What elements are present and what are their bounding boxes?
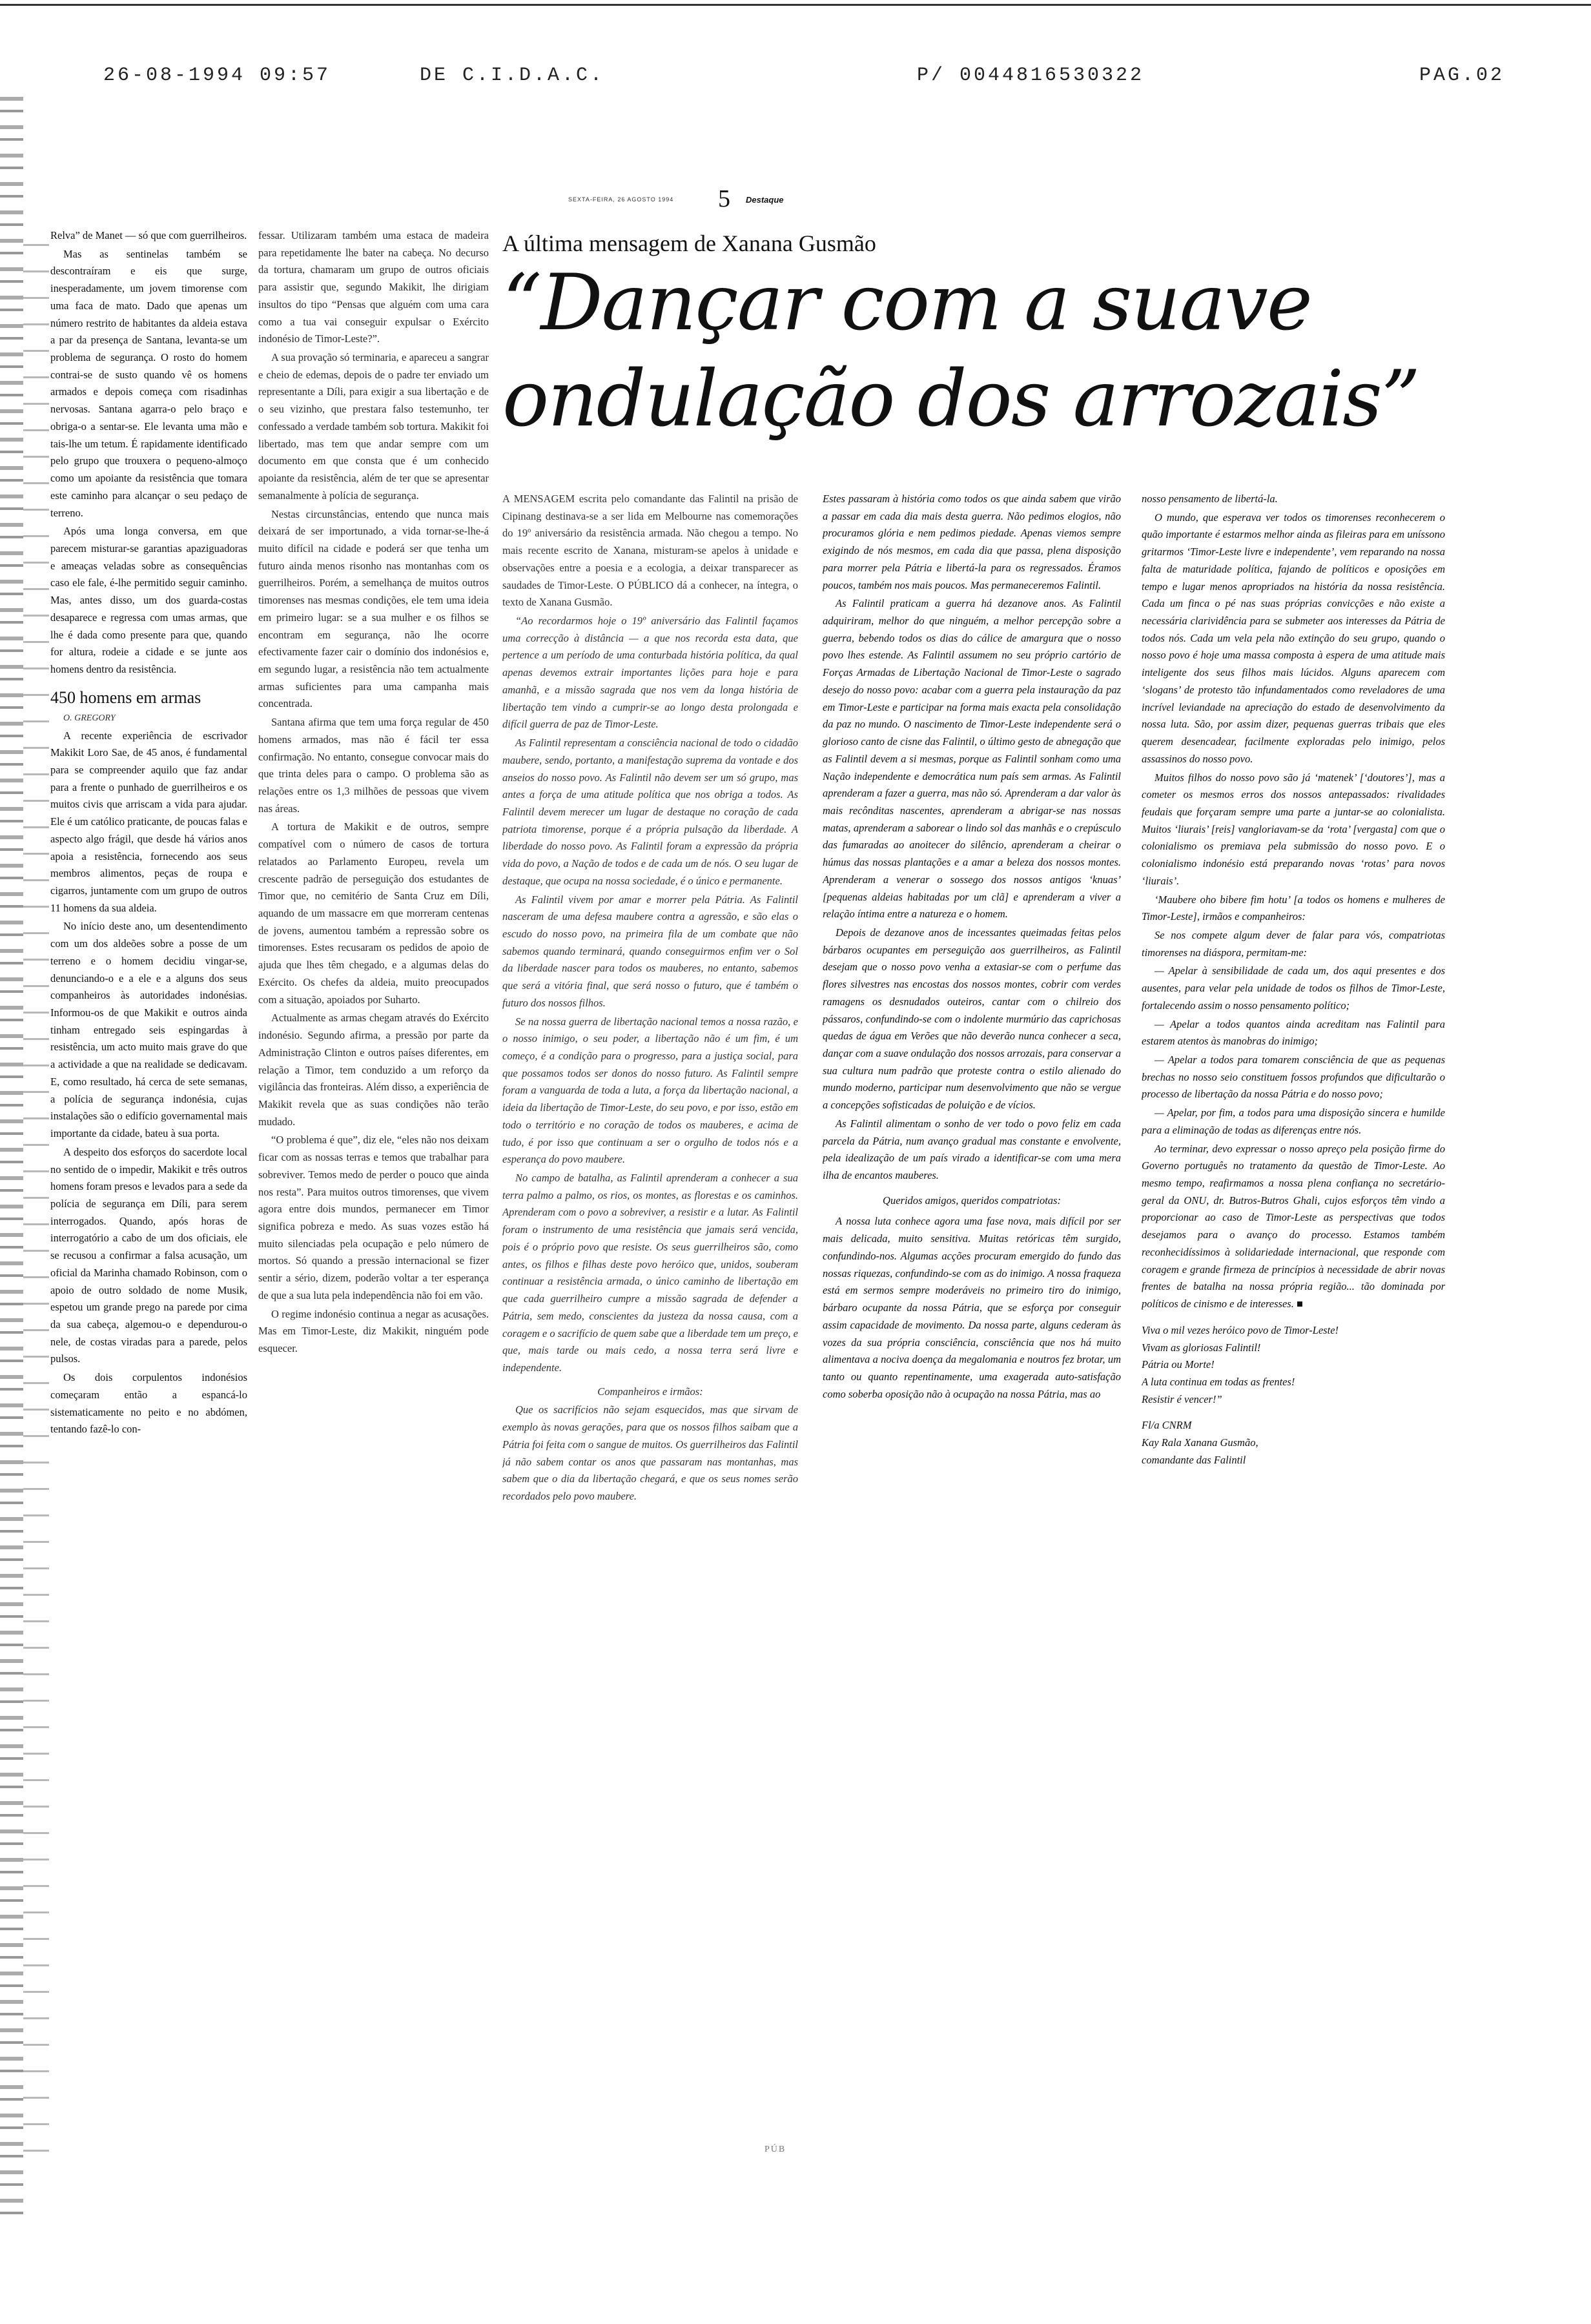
lead-paragraph: A MENSAGEM escrita pelo comandante das Falintil na prisão de Cipinang destinava-se a ser lida em Melbourne nas comemorações do 19º aniversário da resistência armada. Não chegou a tempo. No mais recente escrito de Xanana, misturam-se apelos à unidade e observações entre a poesia e a ecologia, a deixar transparecer as saudades de Timor-Leste. O PÚBLICO dá a conhecer, na íntegra, o texto de Xanana Gusmão.: [502, 493, 798, 609]
paragraph: Ao terminar, devo expressar o nosso apreço pela posição firme do Governo português no tratamento da questão de Timor-Leste. Ao mesmo tempo, reafirmamos a nossa plena confiança no secretário-geral da ONU, dr. Butros-Butros Ghali, cujos esforços têm vindo a proporcionar ao caso de Timor-Leste as perspectivas que todos desejamos para o avanço do processo. Estamos também reconhecidíssimos à solidariedade internacional, que responde com coragem e grande firmeza de princípios à necessidade de abrir novas frentes de batalha na nossa própria região... tão dominada por políticos de cinismo e de interesses. ■: [1142, 1142, 1445, 1310]
salutation: Companheiros e irmãos:: [597, 1385, 703, 1398]
fax-phone-number: P/ 0044816530322: [917, 65, 1145, 87]
left-story-column-2: [258, 227, 489, 2138]
paragraph: As Falintil praticam a guerra há dezanove anos. As Falintil adquiriram, melhor do que ninguém, a melhor percepção sobre a guerra, bebendo todos os dias do cálice de amargura que o nosso povo lhes estende. As Falintil assumem no seu próprio cartório de Forças Armadas de Libertação Nacional de Timor-Leste o sagrado desejo do nosso povo: acabar com a guerra pela instauração da paz em Timor-Leste e participar na forma mais exacta pela consolidação da paz no mundo. O nascimento de Timor-Leste independente será o glorioso canto de cisne das Falintil, o último gesto de abnegação que as Falintil devem a si mesmas, porque as Falintil sonham como uma Nação independente e democrática num país sem armas. As Falintil aprenderam a fazer a guerra, mas não só. Aprenderam a dar valor às mais recônditas nascentes, aprenderam a abrigar-se nas nossas matas, aprenderam a saborear o lindo sol das manhãs e o crepúsculo das fumaradas ao anoitecer do silêncio, aprenderam a cheirar o húmus das nossas plantações e a amar a beleza dos nossos montes. Aprenderam a venerar o sossego dos nossos antigos ‘knuas’ [pequenas aldeias habitadas por um clã] e aprenderam a viver a relação íntima entre a natureza e o homem.: [823, 597, 1121, 921]
paragraph: As Falintil representam a consciência nacional de todo o cidadão maubere, sendo, portanto, a manifestação suprema da vontade e dos anseios do nosso povo. As Falintil não devem ser um só grupo, mas antes a força de uma atitude política que nos obriga a todos. As Falintil devem merecer um lugar de destaque no coração de cada patriota timorense, porque é a própria pulsação da liberdade. A liberdade do nosso povo. As Falintil foram a expressão da própria vida do povo, a Nação de todos e de cada um de nós. O seu lugar de destaque, que ocupa na nossa sociedade, é o único e permanente.: [502, 737, 798, 887]
paragraph: — Apelar, por fim, a todos para uma disposição sincera e humilde para a eliminação de todas as diferenças entre nós.: [1142, 1106, 1445, 1136]
paragraph: Santana afirma que tem uma força regular de 450 homens armados, mas não é fácil ter essa confirmação. No entanto, consegue convocar mais do que trinta deles para o campo. O problema são as relações entre os 1,3 milhões de pessoas que vivem nas áreas.: [258, 716, 489, 815]
paragraph: Se na nossa guerra de libertação nacional temos a nossa razão, e o nosso inimigo, o seu poder, a libertação não é um fim, é um começo, é a condição para o progresso, para a justiça social, para que possamos todos ser donos do nosso futuro. As Falintil sempre foram a vanguarda de toda a luta, a força da libertação nacional, a ideia da libertação de Timor-Leste, do seu povo, e por isso, estão em todo o território e no coração de todos os mauberes, e acima de tudo, é por isso que continuam a ser o orgulho de todos nós e a esperança do povo maubere.: [502, 1015, 798, 1166]
closing-line: Pátria ou Morte!: [1142, 1358, 1215, 1371]
paragraph: — Apelar a todos para tomarem consciência de que as pequenas brechas no nosso seio constituem fossos profundos que dificultarão o processo de libertação da nossa Pátria e do nosso povo;: [1142, 1054, 1445, 1101]
closing-line: Vivam as gloriosas Falintil!: [1142, 1341, 1261, 1354]
paragraph: A recente experiência de escrivador Makikit Loro Sae, de 45 anos, é fundamental para se compreender aquilo que faz andar para a frente o punhado de guerrilheiros e os muitos civis que arriscam a vida para ajudar. Ele é um católico praticante, de poucas falas e aspecto algo frágil, que desde há vários anos apoia a resistência, fornecendo aos seus membros alimentos, peças de roupa e cigarros, juntamente com um grupo de outros 11 homens da sua aldeia.: [50, 729, 247, 914]
article-kicker: A última mensagem de Xanana Gusmão: [502, 230, 876, 256]
paragraph: “Ao recordarmos hoje o 19º aniversário das Falintil façamos uma correcção à distância — a que nos recorda esta data, que pertence a um período de uma conturbada história política, da qual apenas devemos extrair importantes lições para hoje e para amanhã, e a missão sagrada que nos vem da longa história de libertação tem vindo a cumprir-se ao longo desta prolongada e difícil guerra de paz de Timor-Leste.: [502, 615, 798, 731]
paragraph: A despeito dos esforços do sacerdote local no sentido de o impedir, Makikit e três outros homens foram presos e levados para a sede da polícia de segurança em Díli, para serem interrogados. Quando, após horas de interrogatório a cabo de um dos oficiais, ele se recusou a confirmar a falsa acusação, um oficial da Marinha chamado Robinson, com o apoio de outro soldado de nome Musik, espetou um grande prego na parede por cima da sua cabeça, algemou-o e dependurou-o nele, de costas viradas para a parede, pelos pulsos.: [50, 1145, 247, 1365]
paragraph: No campo de batalha, as Falintil aprenderam a conhecer a sua terra palmo a palmo, os rios, os montes, as florestas e os caminhos. Aprenderam com o povo a sobreviver, a resistir e a lutar. As Falintil foram o instrumento de uma resistência que jamais será vencida, pois é o próprio povo que resiste. Os seus guerrilheiros são, como antes, os filhos e filhas deste povo heróico que, unidos, souberam continuar a resistência armada, o único caminho de libertação em que cada guerrilheiro cumpre a missão sagrada de defender a Pátria, sem medo, conscientes da justeza da nossa causa, com a coragem e o sacrifício de quem sabe que a liberdade tem um preço, e que, mais tarde ou mais cedo, a nossa terra será livre e independente.: [502, 1172, 798, 1374]
signature: [1142, 1417, 1445, 1469]
paragraph: O mundo, que esperava ver todos os timorenses reconhecerem o quão importante é estarmos melhor ainda as fileiras para em uníssono gritarmos ‘Timor-Leste livre e independente’, vem reparando na nossa falta de maturidade política, fajando de políticos e oposições em tempo e lugar menos apropriados na história da nossa resistência. Cada um finca o pé nas suas próprias convicções e não existe a necessária clarividência para se submeter aos interesses da Pátria de todos nós. Cada um vela pela não extinção do seu grupo, quando o nosso povo é hoje uma massa composta à espera de uma atitude mais inteligente dos seus filhos mais lúcidos. Alguns aparecem com ‘slogans’ de protesto tão infundamentados como reveladores de uma incrível leviandade na apreciação do estado de desenvolvimento da nossa luta. São, por assim dizer, pequenas guerras tribais que eles querem desencadear, facilmente exploradas pelo inimigo, pelos assassinos do nosso povo.: [1142, 511, 1445, 765]
closing-line: Resistir é vencer!”: [1142, 1392, 1222, 1405]
signature-line: Kay Rala Xanana Gusmão,: [1142, 1436, 1258, 1449]
headline-line-1: “Dançar com a suave: [502, 258, 1311, 348]
paragraph: A nossa luta conhece agora uma fase nova, mais difícil por ser mais delicada, muito sensitiva. Muitas retóricas têm surgido, confundindo-nos. Algumas acções procuram emergido do fundo das nossas riquezas, confundindo-se com as do inimigo. A nossa fraqueza está em sermos sempre moderáveis no primeiro tiro do inimigo, bárbaro ocupante da nossa Pátria, que se esforça por conseguir assim capacidade de movimento. Da nossa parte, alguns cederam às vozes da sua própria consciência, consciência que nos há muito alimentava a nociva doença da megalomania e noutros fez brotar, um tanto ou quanto repentinamente, uma exagerada auto-satisfação como soberba oposição não à ocupação na nossa Pátria, mas ao: [823, 1215, 1121, 1400]
paragraph: O regime indonésio continua a negar as acusações. Mas em Timor-Leste, diz Makikit, ninguém pode esquecer.: [258, 1307, 489, 1354]
paragraph: Depois de dezanove anos de incessantes queimadas feitas pelos bárbaros ocupantes em perseguição aos guerrilheiros, as Falintil desejam que o nosso povo venha a extasiar-se com o perfume das flores silvestres nas encostas dos nossos montes, cobrir com verdes ramagens os desnudados outeiros, cantar com o chilreio dos pássaros, confundindo-se com o indolente murmúrio das caprichosas quedas de água em Verões que não deverão nunca conhecer a seca, dançar com a suave ondulação dos nossos arrozais, para conservar a sua cultura num padrão que proteste contra o estilo alienado do mundo moderno, participar num desenvolvimento que não se vergue a concepções sofisticadas de poluição e de vícios.: [823, 926, 1121, 1112]
closing-line: Viva o mil vezes heróico povo de Timor-Leste!: [1142, 1323, 1339, 1336]
paragraph: Mas as sentinelas também se descontraíram e eis que surge, inesperadamente, um jovem timorense com uma faca de mato. Dado que apenas um número restrito de habitantes da aldeia estava a par da presença de Santana, levanta-se um problema de segurança. O rosto do homem contrai-se de susto quando vê os homens armados e depois começa com risadinhas nervosas. Santana agarra-o pelo braço e obriga-o a sentar-se. Ele levanta uma mão e tais-lhe um tetum. É rapidamente identificado pelo grupo que trouxera o pequeno-almoço como um apoiante da resistência que tomara este caminho para alcançar o seu pedaço de terreno.: [50, 247, 247, 519]
paragraph: Se nos compete algum dever de falar para vós, compatriotas timorenses na diáspora, permitam-me:: [1142, 928, 1445, 959]
top-edge-line: [0, 4, 1591, 6]
paragraph: A sua provação só terminaria, e apareceu a sangrar e cheio de edemas, depois de o padre ter enviado um representante a Díli, para exigir a sua libertação e de o seu vizinho, que prestara falso testemunho, ter confessado a verdade também sob tortura. Makikit foi libertado, mas tem que andar sempre com um documento em que consta que é um conhecido apoiante da resistência, além de ter que se apresentar semanalmente à polícia de segurança.: [258, 351, 489, 502]
paragraph: Muitos filhos do nosso povo são já ‘matenek’ [‘doutores’], mas a cometer os mesmos erros dos nossos antepassados: rivalidades feudais que forçaram sempre uma parte a juntar-se ao colonialista. Muitos ‘liurais’ [reis] vangloriavam-se da ‘rota’ [vergasta] com que o colonialismo os premiava pela submissão do nosso povo. E o colonialismo indonésio está preparando novas ‘rotas’ para novos ‘liurais’.: [1142, 771, 1445, 887]
newspaper-page-strip: [568, 185, 891, 214]
paragraph: Relva” de Manet — só que com guerrilheiros.: [50, 229, 247, 241]
paragraph: Após uma longa conversa, em que parecem misturar-se garantias apaziguadoras e ameaças veladas sobre as consequências caso ele fale, é-lhe permitido seguir caminho. Mas, antes disso, um dos guarda-costas desaparece e regressa com umas armas, que lhe é dada como presente para que, quando for altura, rodeie a cidade e se junte aos homens dentro da resistência.: [50, 525, 247, 675]
paragraph: “O problema é que”, diz ele, “eles não nos deixam ficar com as nossas terras e temos que trabalhar para sobreviver. Temos medo de perder o pouco que ainda nos resta”. Para muitos outros timorenses, que vivem agora entre dois mundos, permanecer em Timor significa pobreza e medo. As suas vozes estão há muito silenciadas pela ocupação e pelo número de mortos. Só quando a pressão internacional se fizer sentir a sério, dizem, poderão voltar a ter esperança de que a sua luta pela independência não foi em vão.: [258, 1134, 489, 1301]
paragraph: Estes passaram à história como todos os que ainda sabem que virão a passar em cada dia mais desta guerra. Não pedimos elogios, não procuramos glória e nem pedimos piedade. Apenas viemos sempre exigindo de nós mesmos, em cada dia que passa, plena disposição para morrer pela Pátria e libertá-la para os regressados. Éramos poucos, também nos mais poucos. Mas permaneceremos Falintil.: [823, 493, 1121, 591]
signature-line: comandante das Falintil: [1142, 1453, 1246, 1466]
closing-line: A luta continua em todas as frentes!: [1142, 1375, 1295, 1388]
paragraph: — Apelar à sensibilidade de cada um, dos aqui presentes e dos ausentes, para velar pela unidade de todos os filhos de Timor-Leste, fortalecendo assim o nosso pensamento político;: [1142, 964, 1445, 1012]
paragraph: As Falintil vivem por amar e morrer pela Pátria. As Falintil nasceram de uma defesa maubere contra a agressão, e são elas o escudo do nosso povo, na primeira fila de um combate que não sabemos quando terminará, quando conseguirmos enfim ver o Sol da liberdade nascer para todos os mauberes, no entanto, sabemos que será a vitória final, que será nosso o futuro, que é também o futuro dos nossos filhos.: [502, 893, 798, 1009]
scan-noise: [23, 219, 49, 2156]
paragraph: No início deste ano, um desentendimento com um dos aldeões sobre a posse de um terreno e o homem decidiu vingar-se, denunciando-o e a ele e a alguns dos seus companheiros às autoridades indonésias. Informou-os de que Makikit e outros ainda tinham entregado seis espingardas à resistência, um acto muito mais grave do que a actividade a que na realidade se dedicavam. E, como resultado, há cerca de sete semanas, a polícia de segurança indonésia, cujas instalações são o edifício governamental mais importante da cidade, bateu à sua porta.: [50, 920, 247, 1140]
article-headline: [502, 256, 1445, 448]
salutation: Queridos amigos, queridos compatriotas:: [883, 1194, 1061, 1207]
closing-slogans: [1142, 1322, 1445, 1409]
newspaper-section: Destaque: [746, 195, 784, 205]
fax-scan-edge: [0, 97, 23, 2227]
paragraph: Os dois corpulentos indonésios começaram então a espancá-lo sistematicamente no peito e no abdómen, tentando fazê-lo con-: [50, 1371, 247, 1436]
main-story-column-1: [502, 491, 798, 2130]
signature-line: Fl/a CNRM: [1142, 1419, 1192, 1432]
main-story-column-3: [1142, 491, 1445, 2134]
paragraph: A tortura de Makikit e de outros, sempre compatível com o número de casos de tortura relatados ao Parlamento Europeu, revela um crescente padrão de perseguição dos estudantes de Timor que, no cemitério de Santa Cruz em Díli, aquando de um massacre em que morreram centenas de jovens, aumentou também a repressão sobre os timorenses. Estes recusaram os pedidos de apoio de ajuda que lhes têm chegado, e a algumas delas do Exército. Os chefes da aldeia, muito preocupados com a situação, apoiados por Suharto.: [258, 821, 489, 1006]
paragraph: ‘Maubere oho bibere fim hotu’ [a todos os homens e mulheres de Timor-Leste], irmãos e companheiros:: [1142, 893, 1445, 923]
paragraph: Actualmente as armas chegam através do Exército indonésio. Segundo afirma, a pressão por parte da Administração Clinton e outros países diferentes, em relação a Timor, tem conduzido a um reforço da vigilância das fronteiras. Além disso, a experiência de Makikit revela que as suas condições não terão mudado.: [258, 1012, 489, 1128]
paragraph: Nestas circunstâncias, entendo que nunca mais deixará de ser importunado, a vida tornar-se-lhe-á muito difícil na cidade e poderá ser que tenha um futuro ainda menos risonho nas montanhas com os guerrilheiros. Porém, a semelhança de muitos outros timorenses nas mesmas condições, ele tem uma ideia em primeiro lugar: se a sua mulher e os filhos se encontram em segurança, não lhe ocorre efectivamente fazer cair o domínio dos indonésios e, em segundo lugar, a resistência não tem actualmente armas suficientes para uma campanha mais concentrada.: [258, 507, 489, 710]
newspaper-page-number: 5: [718, 185, 730, 212]
newspaper-date: SEXTA-FEIRA, 26 AGOSTO 1994: [568, 196, 674, 203]
paragraph: As Falintil alimentam o sonho de ver todo o povo feliz em cada parcela da Pátria, num avanço gradual mas constante e envolvente, pela idealização de um país virado a identificar-se com uma mera ilha de encantos mauberes.: [823, 1117, 1121, 1182]
headline-line-2: ondulação dos arrozais”: [502, 354, 1420, 444]
fax-sender: DE C.I.D.A.C.: [420, 65, 605, 87]
fax-header: [97, 65, 1504, 103]
left-story-column-1: [50, 227, 247, 2125]
paragraph: fessar. Utilizaram também uma estaca de madeira para repetidamente lhe bater na cabeça. No decurso da tortura, chamaram um grupo de outros oficiais para assistir que, segundo Makikit, lhe dirigiam insultos do tipo “Pensas que alguém com uma cara como a tua vai conseguir expulsar o Exército indonésio de Timor-Leste?”.: [258, 229, 489, 345]
byline: O. GREGORY: [63, 713, 116, 723]
paragraph: — Apelar a todos quantos ainda acreditam nas Falintil para estarem atentos às manobras do inimigo;: [1142, 1017, 1445, 1048]
subheading: 450 homens em armas: [50, 688, 201, 707]
footer-mark: PÚB: [765, 2145, 786, 2154]
paragraph: nosso pensamento de libertá-la.: [1142, 493, 1278, 505]
fax-date-time: 26-08-1994 09:57: [103, 65, 331, 87]
main-story-column-2: [823, 491, 1121, 2124]
paragraph: Que os sacrifícios não sejam esquecidos, mas que sirvam de exemplo às novas gerações, para que os nossos filhos saibam que a Pátria foi feita com o sangue de muitos. Os guerrilheiros das Falintil já não sabem contar os anos que passaram nas montanhas, mas sabem que o dia da libertação chegará, e que os seus nomes serão recordados pelo povo maubere.: [502, 1403, 798, 1502]
fax-page-number: PAG.02: [1419, 65, 1504, 87]
